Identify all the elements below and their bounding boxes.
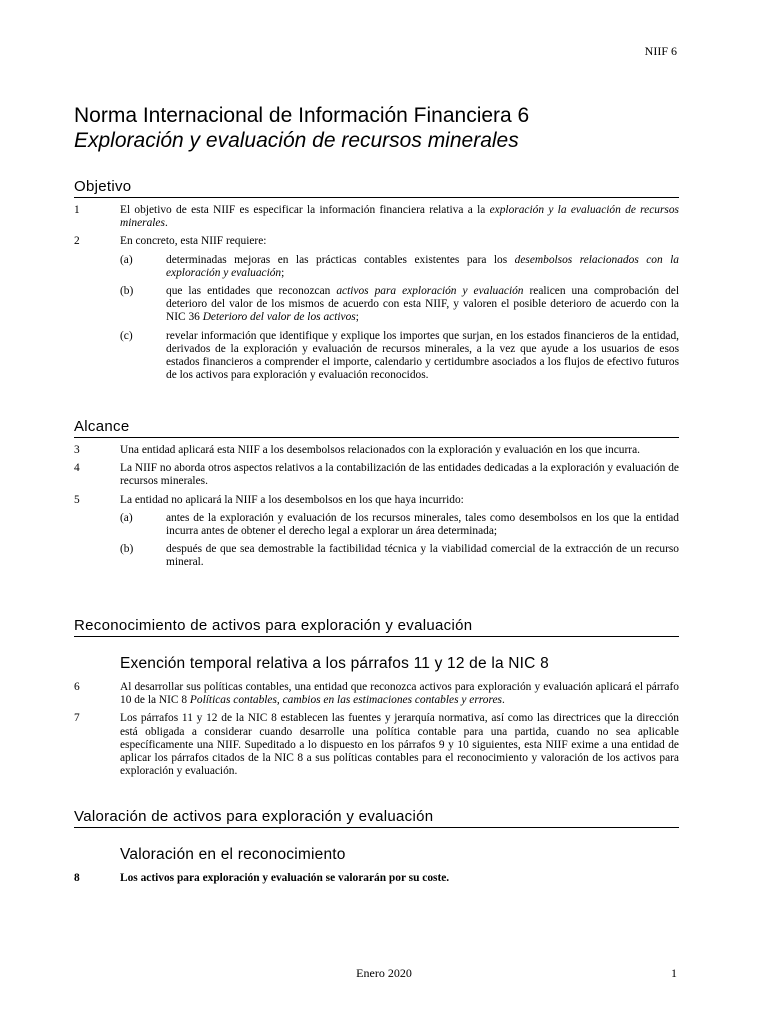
paragraph-text: El objetivo de esta NIIF es especificar la información financiera relativa a la [120,204,490,216]
list-text: revelar información que identifique y explique los importes que surjan, en los estados financieros de la entidad, derivados de la exploración y evaluación de recursos minerales, a la vez que ayude a los usuarios de esos estados financieros a comprender el importe, calendario y certidumbre asociados a los flujos de efectivo futuros de los activos para exploración y evaluación reconocidos. [166,329,679,382]
list-text: después de que sea demostrable la factibilidad técnica y la viabilidad comercial de la extracción de un recurso mineral. [166,543,679,569]
paragraph-number: 7 [74,712,80,725]
list-label: (b) [120,285,134,298]
paragraph-italic: exploración y la evaluación de recursos minerales [120,204,679,230]
paragraph-text: Una entidad aplicará esta NIIF a los desembolsos relacionados con la exploración y evaluación en los que incurra. [120,444,640,456]
paragraph-text: En concreto, esta NIIF requiere: [120,235,267,248]
paragraph-number: 2 [74,235,80,248]
list-label: (a) [120,511,133,524]
list-italic: Deterioro del valor de los activos [202,311,356,324]
list-item-c [74,330,679,383]
paragraph-2 [74,235,679,248]
list-item-a [74,254,679,280]
paragraph-5 [74,494,679,507]
section-heading: Objetivo [74,178,679,198]
paragraph-8 [74,872,679,885]
list-text: que las entidades que reconozcan [166,285,337,298]
subsection-heading: Valoración en el reconocimiento [120,846,346,863]
section-heading: Alcance [74,418,679,438]
paragraph-end: . [501,694,505,707]
paragraph-7 [74,712,679,778]
paragraph-4 [74,462,679,488]
list-text: antes de la exploración y evaluación de los recursos minerales, tales como desembolsos en los que la entidad incurra antes de obtener el derecho legal a explorar un área determinada; [166,511,679,538]
paragraph-text: La entidad no aplicará la NIIF a los desembolsos en los que haya incurrido: [120,493,464,506]
section-heading: Valoración de activos para exploración y evaluación [74,808,679,828]
paragraph-number: 8 [74,872,80,884]
paragraph-end: . [164,217,168,230]
subsection-heading: Exención temporal relativa a los párrafos 11 y 12 de la NIC 8 [120,655,549,672]
page-number: 1 [671,966,677,980]
paragraph-text: La NIIF no aborda otros aspectos relativos a la contabilización de las entidades dedicadas a la exploración y evaluación de recursos minerales. [120,462,679,488]
section-reconocimiento [74,617,679,783]
list-end: ; [355,311,359,324]
section-heading: Reconocimiento de activos para exploración y evaluación [74,617,679,637]
section-objetivo [74,178,679,387]
standard-subtitle: Exploración y evaluación de recursos minerales [74,129,519,152]
paragraph-number: 1 [74,204,80,216]
running-head: NIIF 6 [644,44,677,58]
footer-date: Enero 2020 [356,966,412,980]
paragraph-number: 4 [74,462,80,475]
list-italic: activos para exploración y evaluación [336,285,524,298]
list-end: ; [281,266,285,279]
paragraph-italic: Políticas contables, cambios en las estimaciones contables y errores [189,694,502,707]
paragraph-text: Los párrafos 11 y 12 de la NIC 8 establecen las fuentes y jerarquía normativa, así como las directrices que la dirección está obligada a considerar cuando desarrolle una política contable para una partida, cuando no sea aplicable específicamente una NIIF. Supeditado a lo dispuesto en los párrafos 9 y 10 siguientes, esta NIIF exime a una entidad de aplicar los párrafos citados de la NIC 8 a sus políticas contables para el reconocimiento y valoración de los activos para exploración y evaluación. [120,712,679,778]
paragraph-number: 5 [74,493,80,506]
paragraph-number: 6 [74,681,80,693]
standard-title: Norma Internacional de Información Financiera 6 [74,104,530,127]
paragraph-number: 3 [74,444,80,456]
list-label: (a) [120,253,133,266]
list-label: (c) [120,329,133,342]
section-valoracion [74,808,679,890]
paragraph-text: Al desarrollar sus políticas contables, una entidad que reconozca activos para exploración y evaluación aplicará el párrafo 10 de la NIC 8 [120,681,679,707]
paragraph-text: Los activos para exploración y evaluación se valorarán por su coste. [120,872,450,884]
list-text: realicen una comprobación del deterioro del valor de los mismos de acuerdo con esta NIIF, y valoren el posible deterioro de acuerdo con la NIC 36 [166,285,679,324]
paragraph-1 [74,204,679,230]
paragraph-6 [74,681,679,707]
list-item-b [74,285,679,325]
list-text: determinadas mejoras en las prácticas contables existentes para los [166,253,515,266]
list-item-b [74,543,679,569]
section-alcance [74,418,679,575]
list-item-a [74,512,679,538]
paragraph-3 [74,444,679,457]
list-label: (b) [120,543,134,556]
document-title [74,104,694,153]
list-italic: desembolsos relacionados con la exploración y evaluación [166,253,679,279]
